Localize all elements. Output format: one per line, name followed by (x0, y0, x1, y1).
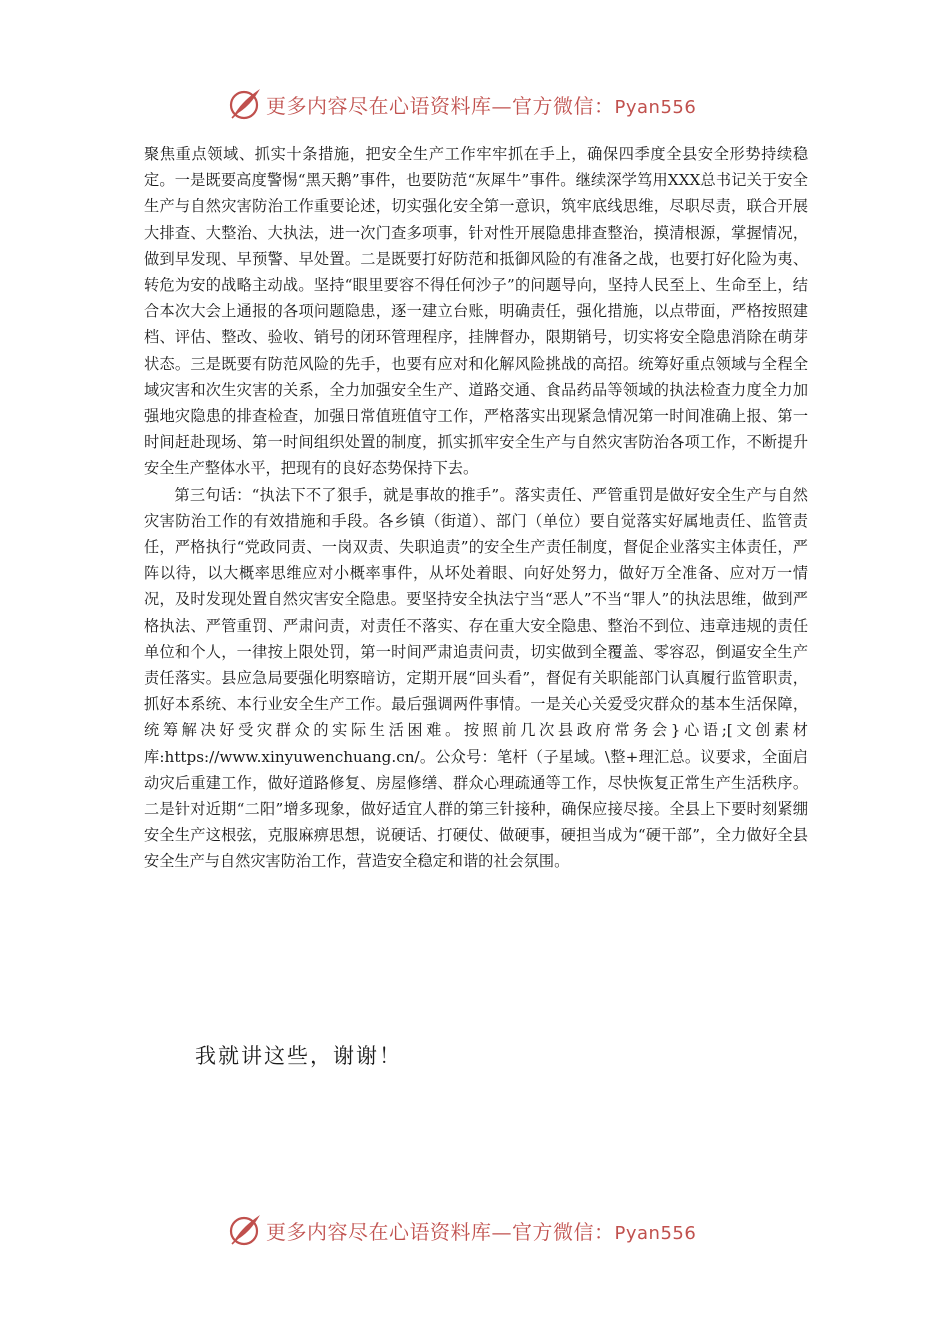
document-body (144, 141, 808, 875)
paragraph: 聚焦重点领域、抓实十条措施，把安全生产工作牢牢抓在手上，确保四季度全县安全形势持续稳定。一是既要高度警惕“黑天鹅”事件，也要防范“灰犀牛”事件。继续深学笃用XXX总书记关于安全生产与自然灾害防治工作重要论述，切实强化安全第一意识，筑牢底线思维，尽职尽责，联合开展大排查、大整治、大执法，进一次门查多项事，针对性开展隐患排查整治，摸清根源，掌握情况，做到早发现、早预警、早处置。二是既要打好防范和抵御风险的有准备之战，也要打好化险为夷、转危为安的战略主动战。坚持“眼里要容不得任何沙子”的问题导向，坚持人民至上、生命至上，结合本次大会上通报的各项问题隐患，逐一建立台账，明确责任，强化措施，以点带面，严格按照建档、评估、整改、验收、销号的闭环管理程序，挂牌督办，限期销号，切实将安全隐患消除在萌芽状态。三是既要有防范风险的先手，也要有应对和化解风险挑战的高招。统筹好重点领域与全程全域灾害和次生灾害的关系，全力加强安全生产、道路交通、食品药品等领域的执法检查力度全力加强地灾隐患的排查检查，加强日常值班值守工作，严格落实出现紧急情况第一时间准确上报、第一时间赶赴现场、第一时间组织处置的制度，抓实抓牢安全生产与自然灾害防治各项工作，不断提升安全生产整体水平，把现有的良好态势保持下去。 (144, 145, 808, 478)
quill-pen-logo-icon (228, 1213, 262, 1247)
watermark-text: 更多内容尽在心语资料库—官方微信：Pyan556 (266, 93, 697, 118)
header-watermark (228, 84, 696, 124)
footer-watermark (228, 1210, 696, 1250)
paragraph: 第三句话：“执法下不了狠手，就是事故的推手”。落实责任、严管重罚是做好安全生产与自然灾害防治工作的有效措施和手段。各乡镇（街道）、部门（单位）要自觉落实好属地责任、监管责任，严格执行“党政同责、一岗双责、失职追责”的安全生产责任制度，督促企业落实主体责任，严阵以待，以大概率思维应对小概率事件，从坏处着眼、向好处努力，做好万全准备、应对万一情况，及时发现处置自然灾害安全隐患。要坚持安全执法宁当“恶人”不当“罪人”的执法思维，做到严格执法、严管重罚、严肃问责，对责任不落实、存在重大安全隐患、整治不到位、违章违规的责任单位和个人，一律按上限处罚，第一时间严肃追责问责，切实做到全覆盖、零容忍，倒逼安全生产责任落实。县应急局要强化明察暗访，定期开展“回头看”，督促有关职能部门认真履行监管职责，抓好本系统、本行业安全生产工作。最后强调两件事情。一是关心关爱受灾群众的基本生活保障，统筹解决好受灾群众的实际生活困难。按照前几次县政府常务会}心语;[文创素材库:https://www.xinyuwenchuang.cn/。公众号：笔杆（子星域。\整+理汇总。议要求，全面启动灾后重建工作，做好道路修复、房屋修缮、群众心理疏通等工作，尽快恢复正常生产生活秩序。二是针对近期“二阳”增多现象，做好适宜人群的第三针接种，确保应接尽接。全县上下要时刻紧绷安全生产这根弦，克服麻痹思想，说硬话、打硬仗、做硬事，硬担当成为“硬干部”，全力做好全县安全生产与自然灾害防治工作，营造安全稳定和谐的社会氛围。 (144, 485, 808, 871)
closing-remark: 我就讲这些，谢谢！ (195, 1044, 402, 1068)
quill-pen-logo-icon (228, 87, 262, 121)
watermark-text: 更多内容尽在心语资料库—官方微信：Pyan556 (266, 1219, 697, 1244)
